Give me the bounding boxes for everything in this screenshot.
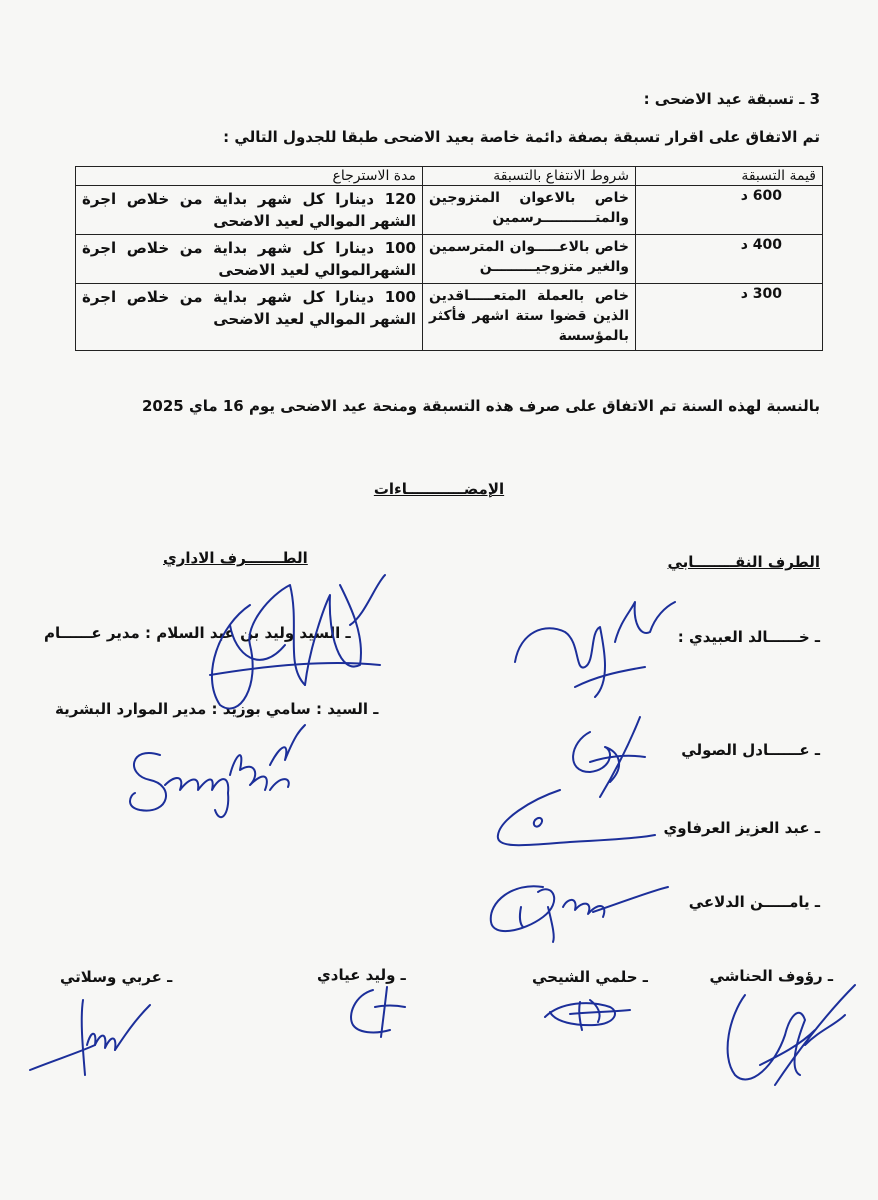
intro-text: تم الاتفاق على اقرار تسبقة بصفة دائمة خاصة بعيد الاضحى طبقا للجدول التالي : [223,128,820,146]
cell-conditions: خاص بالاعوان المتزوجين والمتـــــــــــرسمين [423,186,636,235]
bottom-signatory-4: ـ عربي وسلاتي [60,968,173,986]
payment-notice: بالنسبة لهذه السنة تم الاتفاق على صرف هذه التسبقة ومنحة عيد الاضحى يوم 16 ماي 2025 [141,397,820,415]
admin-party-title: الطـــــــرف الاداري [163,549,308,567]
cell-amount: 400 د [636,235,823,284]
header-repayment: مدة الاسترجاع [76,167,423,186]
cell-repayment: 120 دينارا كل شهر بداية من خلاص اجرة الشهر الموالي لعيد الاضحى [76,186,423,235]
bottom-signatory-1: ـ رؤوف الحناشي [709,967,833,985]
table-header-row [76,167,823,186]
signature-helmi [540,992,635,1032]
grant-table [75,166,823,351]
table-row [76,235,823,284]
cell-amount: 300 د [636,284,823,351]
signature-walid-ayadi [345,985,415,1040]
signature-abdelaziz [490,780,660,860]
signatures-title-text: الإمضـــــــــــاءات [373,480,505,498]
bottom-signatory-3: ـ وليد عيادي [317,966,406,984]
cell-repayment: 100 دينارا كل شهر بداية من خلاص اجرة الشهرالموالي لعيد الاضحى [76,235,423,284]
signature-general-manager [190,565,390,725]
cell-conditions: خاص بالاعـــــوان المترسمين والغير متزوجيـــــــــن [423,235,636,284]
signature-arbi [25,990,165,1085]
header-conditions: شروط الانتفاع بالتسبقة [423,167,636,186]
admin-signatory-1: ـ السيد وليد بن عبد السلام : مدير عــــــام [44,624,351,642]
union-signatory-3: ـ عبد العزيز العرفاوي [663,819,820,837]
cell-repayment: 100 دينارا كل شهر بداية من خلاص اجرة الشهر الموالي لعيد الاضحى [76,284,423,351]
union-signatory-1: ـ خــــــالد العبيدي : [677,628,820,646]
signature-raouf [715,975,865,1095]
signature-khaled [505,592,685,702]
union-party-title: الطرف النقــــــــابي [667,553,820,571]
cell-amount: 600 د [636,186,823,235]
admin-signatory-2: ـ السيد : سامي بوزيد : مدير الموارد البشرية [55,700,379,718]
bottom-signatory-2: ـ حلمي الشيحي [532,968,648,986]
union-signatory-4: ـ يامـــــن الدلاعي [688,893,820,911]
header-amount: قيمة التسبقة [636,167,823,186]
section-heading: 3 ـ تسبقة عيد الاضحى : [643,90,820,108]
table-row [76,284,823,351]
table-row [76,186,823,235]
signatures-title [0,480,878,498]
union-signatory-2: ـ عــــــادل الصولي [681,741,820,759]
cell-conditions: خاص بالعملة المتعـــــاقدين الذين قضوا ستة اشهر فأكثر بالمؤسسة [423,284,636,351]
signature-yamen [483,872,673,947]
signature-hr-director [120,715,310,835]
